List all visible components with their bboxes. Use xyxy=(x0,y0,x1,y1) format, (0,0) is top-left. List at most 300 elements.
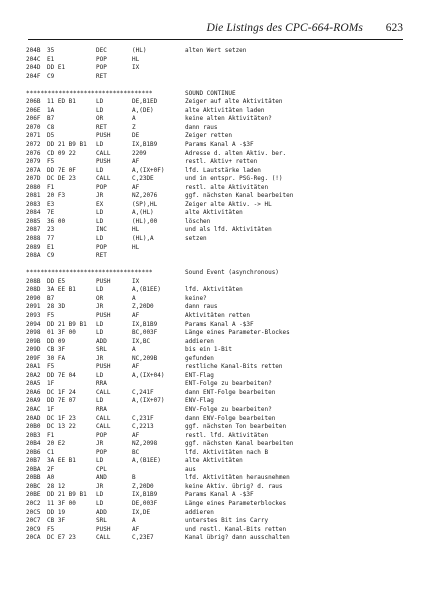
listing-line xyxy=(26,372,406,381)
line-mnemonic: ADD xyxy=(96,337,107,345)
line-operand: C,241F xyxy=(132,388,154,396)
section-heading xyxy=(26,90,406,99)
listing-line xyxy=(26,474,406,483)
line-comment: und als lfd. Aktivitäten xyxy=(185,226,272,234)
line-bytes: D5 xyxy=(47,132,55,140)
line-bytes: 11 ED B1 xyxy=(47,98,76,106)
listing-line xyxy=(26,124,406,133)
line-operand: HL xyxy=(132,243,140,251)
line-mnemonic: RET xyxy=(96,72,107,80)
line-operand: (SP),HL xyxy=(132,200,158,208)
line-operand: A,(DE) xyxy=(132,106,154,114)
line-comment: keine Aktiv. übrig? d. raus xyxy=(185,482,283,490)
line-mnemonic: AND xyxy=(96,474,107,482)
line-bytes: CB 3F xyxy=(47,346,66,354)
line-operand: AF xyxy=(132,183,140,191)
line-bytes: DD 09 xyxy=(47,337,66,345)
line-bytes: 3A EE B1 xyxy=(47,286,76,294)
line-address: 206E xyxy=(26,106,41,114)
line-bytes: A0 xyxy=(47,474,55,482)
line-bytes: DD E1 xyxy=(47,64,66,72)
line-address: 20C7 xyxy=(26,517,41,525)
listing-line xyxy=(26,218,406,227)
line-address: 209B xyxy=(26,337,41,345)
listing-line xyxy=(26,150,406,159)
line-operand: IX,DE xyxy=(132,508,151,516)
listing-line xyxy=(26,141,406,150)
line-bytes: DD 21 B9 B1 xyxy=(47,141,87,149)
line-mnemonic: POP xyxy=(96,64,107,72)
line-comment: Zeiger auf alte Aktivitäten xyxy=(185,98,283,106)
line-bytes: 7E xyxy=(47,209,55,217)
line-mnemonic: CALL xyxy=(96,414,111,422)
listing-line xyxy=(26,252,406,261)
line-bytes: DC 1F 23 xyxy=(47,414,76,422)
line-bytes: B7 xyxy=(47,115,55,123)
line-address: 2087 xyxy=(26,226,41,234)
line-bytes: F5 xyxy=(47,158,55,166)
listing-line xyxy=(26,432,406,441)
section-title: Sound Event (asynchronous) xyxy=(185,269,279,277)
line-mnemonic: LD xyxy=(96,98,104,106)
listing-line xyxy=(26,209,406,218)
line-address: 20A5 xyxy=(26,380,41,388)
line-address: 20A1 xyxy=(26,363,41,371)
listing-line xyxy=(26,167,406,176)
line-comment: Zeiger retten xyxy=(185,132,232,140)
listing-line xyxy=(26,286,406,295)
line-mnemonic: RRA xyxy=(96,405,107,413)
line-address: 2089 xyxy=(26,243,41,251)
line-bytes: F5 xyxy=(47,525,55,533)
line-comment: dann ENT-Folge bearbeiten xyxy=(185,388,276,396)
line-mnemonic: PUSH xyxy=(96,277,111,285)
line-address: 207A xyxy=(26,166,41,174)
line-mnemonic: POP xyxy=(96,448,107,456)
line-bytes: 28 12 xyxy=(47,482,66,490)
line-operand: A,(B1EE) xyxy=(132,457,161,465)
line-bytes: 1F xyxy=(47,380,55,388)
line-address: 20C9 xyxy=(26,525,41,533)
line-address: 2098 xyxy=(26,329,41,337)
line-bytes: 30 FA xyxy=(47,354,66,362)
line-address: 20BA xyxy=(26,465,41,473)
line-mnemonic: LD xyxy=(96,329,104,337)
listing-line xyxy=(26,389,406,398)
line-operand: DE xyxy=(132,132,140,140)
line-operand: C,231F xyxy=(132,414,154,422)
line-bytes: F1 xyxy=(47,431,55,439)
line-mnemonic: CPL xyxy=(96,465,107,473)
line-mnemonic: CALL xyxy=(96,175,111,183)
listing-line xyxy=(26,312,406,321)
line-address: 206F xyxy=(26,115,41,123)
page-number: 623 xyxy=(385,22,403,34)
line-bytes: 20 F3 xyxy=(47,192,66,200)
listing-line xyxy=(26,175,406,184)
line-address: 204D xyxy=(26,64,41,72)
line-comment: keine alten Aktivitäten? xyxy=(185,115,272,123)
line-bytes: C1 xyxy=(47,448,55,456)
listing-line xyxy=(26,423,406,432)
header-rule xyxy=(28,39,403,40)
line-address: 20A9 xyxy=(26,397,41,405)
line-comment: Aktivitäten retten xyxy=(185,311,251,319)
line-address: 2081 xyxy=(26,192,41,200)
line-operand: BC,003F xyxy=(132,329,158,337)
line-bytes: F1 xyxy=(47,183,55,191)
listing-line xyxy=(26,483,406,492)
line-mnemonic: POP xyxy=(96,243,107,251)
listing-line xyxy=(26,184,406,193)
line-address: 2072 xyxy=(26,141,41,149)
line-operand: A,(B1EE) xyxy=(132,286,161,294)
line-comment: und in entspr. PSG-Reg. (!) xyxy=(185,175,283,183)
line-address: 206B xyxy=(26,98,41,106)
line-comment: Länge eines Parameter-Blockes xyxy=(185,329,290,337)
line-bytes: DD 21 B9 B1 xyxy=(47,491,87,499)
listing-line xyxy=(26,226,406,235)
listing-line xyxy=(26,47,406,56)
line-mnemonic: INC xyxy=(96,226,107,234)
line-operand: IX xyxy=(132,64,140,72)
line-mnemonic: PUSH xyxy=(96,311,111,319)
line-address: 20B4 xyxy=(26,440,41,448)
line-bytes: 36 00 xyxy=(47,217,66,225)
line-operand: A xyxy=(132,115,136,123)
line-address: 208A xyxy=(26,252,41,260)
line-comment: restl. alte Aktivitäten xyxy=(185,183,269,191)
line-operand: B xyxy=(132,474,136,482)
line-bytes: DD E5 xyxy=(47,277,66,285)
line-comment: Adresse d. alten Aktiv. ber. xyxy=(185,149,287,157)
line-mnemonic: JR xyxy=(96,303,104,311)
listing-line xyxy=(26,406,406,415)
line-address: 2094 xyxy=(26,320,41,328)
line-comment: alte Aktivitäten laden xyxy=(185,106,265,114)
listing-line xyxy=(26,449,406,458)
line-operand: DE,B1ED xyxy=(132,98,158,106)
line-mnemonic: RET xyxy=(96,123,107,131)
line-mnemonic: LD xyxy=(96,141,104,149)
line-address: 2085 xyxy=(26,217,41,225)
line-operand: AF xyxy=(132,158,140,166)
blank-line xyxy=(26,81,406,90)
line-mnemonic: LD xyxy=(96,166,104,174)
listing-line xyxy=(26,329,406,338)
line-bytes: 2F xyxy=(47,465,55,473)
line-mnemonic: CALL xyxy=(96,534,111,542)
line-mnemonic: DEC xyxy=(96,47,107,54)
listing-line xyxy=(26,278,406,287)
line-comment: bis ein 1-Bit xyxy=(185,346,232,354)
line-operand: AF xyxy=(132,525,140,533)
line-operand: AF xyxy=(132,363,140,371)
line-operand: HL xyxy=(132,55,140,63)
line-mnemonic: LD xyxy=(96,209,104,217)
line-address: 208B xyxy=(26,277,41,285)
line-bytes: DD 7E 0F xyxy=(47,166,76,174)
line-operand: NC,209B xyxy=(132,354,158,362)
line-operand: C,23DE xyxy=(132,175,154,183)
listing-line xyxy=(26,491,406,500)
line-comment: keine? xyxy=(185,294,207,302)
line-address: 20C5 xyxy=(26,508,41,516)
line-address: 20AC xyxy=(26,405,41,413)
line-mnemonic: POP xyxy=(96,55,107,63)
line-address: 2080 xyxy=(26,183,41,191)
line-mnemonic: OR xyxy=(96,115,104,123)
section-title: SOUND CONTINUE xyxy=(185,89,236,97)
listing-line xyxy=(26,73,406,82)
line-comment: ENT-Flag xyxy=(185,371,214,379)
line-bytes: E3 xyxy=(47,200,55,208)
section-heading xyxy=(26,269,406,278)
listing-line xyxy=(26,440,406,449)
line-bytes: 28 3D xyxy=(47,303,66,311)
listing-line xyxy=(26,397,406,406)
line-comment: Params Kanal A -$3F xyxy=(185,141,254,149)
line-bytes: F5 xyxy=(47,311,55,319)
line-mnemonic: JR xyxy=(96,440,104,448)
line-bytes: 35 xyxy=(47,47,55,54)
line-comment: aus xyxy=(185,465,196,473)
line-address: 20B3 xyxy=(26,431,41,439)
line-operand: AF xyxy=(132,431,140,439)
line-comment: Params Kanal A -$3F xyxy=(185,320,254,328)
listing-line xyxy=(26,98,406,107)
listing-line xyxy=(26,244,406,253)
listing-line xyxy=(26,56,406,65)
line-comment: unterstes Bit ins Carry xyxy=(185,517,269,525)
line-bytes: DC E7 23 xyxy=(47,534,76,542)
line-mnemonic: PUSH xyxy=(96,525,111,533)
line-mnemonic: ADD xyxy=(96,508,107,516)
line-operand: A,(IX+04) xyxy=(132,371,165,379)
line-mnemonic: LD xyxy=(96,217,104,225)
line-comment: dann raus xyxy=(185,123,218,131)
listing-line xyxy=(26,355,406,364)
line-comment: addieren xyxy=(185,508,214,516)
line-comment: dann ENV-Folge bearbeiten xyxy=(185,414,276,422)
line-operand: (HL),00 xyxy=(132,217,158,225)
listing-line xyxy=(26,321,406,330)
line-operand: C,23E7 xyxy=(132,534,154,542)
line-bytes: E1 xyxy=(47,55,55,63)
line-bytes: 20 E2 xyxy=(47,440,66,448)
line-address: 20B0 xyxy=(26,423,41,431)
line-address: 2088 xyxy=(26,235,41,243)
listing-line xyxy=(26,466,406,475)
line-address: 20CA xyxy=(26,534,41,542)
line-operand: A xyxy=(132,346,136,354)
line-bytes: F5 xyxy=(47,363,55,371)
line-comment: restl. lfd. Aktivitäten xyxy=(185,431,269,439)
line-bytes: 11 3F 00 xyxy=(47,499,76,507)
line-operand: IX,B1B9 xyxy=(132,491,158,499)
listing-line xyxy=(26,338,406,347)
line-address: 20AD xyxy=(26,414,41,422)
listing-line xyxy=(26,346,406,355)
line-mnemonic: LD xyxy=(96,106,104,114)
listing-line xyxy=(26,158,406,167)
line-operand: HL xyxy=(132,226,140,234)
line-address: 20A2 xyxy=(26,371,41,379)
line-address: 2084 xyxy=(26,209,41,217)
line-operand: Z xyxy=(132,123,136,131)
line-comment: restliche Kanal-Bits retten xyxy=(185,363,283,371)
line-bytes: 1F xyxy=(47,405,55,413)
line-operand: IX,B1B9 xyxy=(132,320,158,328)
line-bytes: DD 7E 07 xyxy=(47,397,76,405)
line-bytes: 3A EE B1 xyxy=(47,457,76,465)
line-address: 2093 xyxy=(26,311,41,319)
line-mnemonic: LD xyxy=(96,491,104,499)
listing-line xyxy=(26,534,406,543)
line-address: 204B xyxy=(26,47,41,54)
line-mnemonic: RET xyxy=(96,252,107,260)
line-operand: DE,003F xyxy=(132,499,158,507)
line-comment: ENT-Folge zu bearbeiten? xyxy=(185,380,272,388)
line-bytes: E1 xyxy=(47,243,55,251)
line-mnemonic: CALL xyxy=(96,149,111,157)
line-address: 20BB xyxy=(26,474,41,482)
line-bytes: CD 09 22 xyxy=(47,149,76,157)
line-address: 2079 xyxy=(26,158,41,166)
line-comment: setzen xyxy=(185,235,207,243)
line-address: 209D xyxy=(26,346,41,354)
line-address: 2076 xyxy=(26,149,41,157)
line-comment: ggf. nächsten Kanal bearbeiten xyxy=(185,192,294,200)
line-operand: A,(IX+07) xyxy=(132,397,165,405)
line-operand: Z,20D0 xyxy=(132,303,154,311)
line-address: 2071 xyxy=(26,132,41,140)
line-mnemonic: JR xyxy=(96,192,104,200)
line-mnemonic: LD xyxy=(96,235,104,243)
line-operand: Z,20D0 xyxy=(132,482,154,490)
line-mnemonic: POP xyxy=(96,183,107,191)
line-operand: (HL),A xyxy=(132,235,154,243)
listing-line xyxy=(26,457,406,466)
page-header xyxy=(0,22,403,38)
line-mnemonic: RRA xyxy=(96,380,107,388)
line-address: 2070 xyxy=(26,123,41,131)
listing-line xyxy=(26,132,406,141)
line-address: 208D xyxy=(26,286,41,294)
line-address: 20B6 xyxy=(26,448,41,456)
line-comment: lfd. Aktivitäten nach B xyxy=(185,448,269,456)
line-operand: BC xyxy=(132,448,140,456)
listing-line xyxy=(26,363,406,372)
line-operand: NZ,2076 xyxy=(132,192,158,200)
line-address: 20BE xyxy=(26,491,41,499)
line-address: 20C2 xyxy=(26,499,41,507)
line-comment: gefunden xyxy=(185,354,214,362)
line-mnemonic: PUSH xyxy=(96,158,111,166)
line-address: 204C xyxy=(26,55,41,63)
line-operand: IX,B1B9 xyxy=(132,141,158,149)
section-stars: *********************************** xyxy=(26,269,153,277)
line-mnemonic: PUSH xyxy=(96,132,111,140)
listing-line xyxy=(26,303,406,312)
line-comment: ggf. nächsten Kanal bearbeiten xyxy=(185,440,294,448)
line-comment: Länge eines Parameterblockes xyxy=(185,499,287,507)
line-mnemonic: LD xyxy=(96,397,104,405)
line-mnemonic: CALL xyxy=(96,388,111,396)
line-operand: A,(IX+0F) xyxy=(132,166,165,174)
line-mnemonic: LD xyxy=(96,499,104,507)
blank-line xyxy=(26,261,406,270)
line-comment: löschen xyxy=(185,217,211,225)
line-mnemonic: SRL xyxy=(96,346,107,354)
listing-line xyxy=(26,380,406,389)
line-comment: restl. Aktiv+ retten xyxy=(185,158,258,166)
line-bytes: DD 19 xyxy=(47,508,66,516)
line-address: 20B7 xyxy=(26,457,41,465)
listing-line xyxy=(26,509,406,518)
line-address: 20A6 xyxy=(26,388,41,396)
line-mnemonic: LD xyxy=(96,320,104,328)
line-operand: (HL) xyxy=(132,47,147,54)
listing-line xyxy=(26,201,406,210)
assembly-listing xyxy=(26,47,406,543)
line-operand: A xyxy=(132,517,136,525)
line-bytes: CB 3F xyxy=(47,517,66,525)
line-comment: und restl. Kanal-Bits retten xyxy=(185,525,287,533)
line-mnemonic: OR xyxy=(96,294,104,302)
line-bytes: DC 13 22 xyxy=(47,423,76,431)
section-stars: *********************************** xyxy=(26,89,153,97)
line-comment: ENV-Folge zu bearbeiten? xyxy=(185,405,272,413)
line-bytes: DC 1F 24 xyxy=(47,388,76,396)
line-operand: A,(HL) xyxy=(132,209,154,217)
line-operand: A xyxy=(132,294,136,302)
line-address: 2083 xyxy=(26,200,41,208)
line-mnemonic: JR xyxy=(96,482,104,490)
line-bytes: 77 xyxy=(47,235,55,243)
listing-line xyxy=(26,295,406,304)
line-bytes: C9 xyxy=(47,252,55,260)
line-bytes: 1A xyxy=(47,106,55,114)
line-comment: Params Kanal A -$3F xyxy=(185,491,254,499)
line-address: 2091 xyxy=(26,303,41,311)
line-comment: dann raus xyxy=(185,303,218,311)
line-bytes: DD 7E 04 xyxy=(47,371,76,379)
line-comment: ENV-Flag xyxy=(185,397,214,405)
line-comment: alten Wert setzen xyxy=(185,47,247,54)
line-comment: Kanal übrig? dann ausschalten xyxy=(185,534,290,542)
line-mnemonic: SRL xyxy=(96,517,107,525)
line-mnemonic: LD xyxy=(96,371,104,379)
line-address: 20BC xyxy=(26,482,41,490)
line-comment: ggf. nächsten Ton bearbeiten xyxy=(185,423,287,431)
line-operand: 2209 xyxy=(132,149,147,157)
listing-line xyxy=(26,526,406,535)
line-operand: NZ,2098 xyxy=(132,440,158,448)
line-bytes: B7 xyxy=(47,294,55,302)
line-operand: IX xyxy=(132,277,140,285)
listing-line xyxy=(26,415,406,424)
line-address: 209F xyxy=(26,354,41,362)
line-bytes: DD 21 B9 B1 xyxy=(47,320,87,328)
line-comment: addieren xyxy=(185,337,214,345)
line-mnemonic: POP xyxy=(96,431,107,439)
line-operand: IX,BC xyxy=(132,337,151,345)
line-bytes: C8 xyxy=(47,123,55,131)
line-bytes: 23 xyxy=(47,226,55,234)
listing-line xyxy=(26,192,406,201)
line-comment: alte Aktivitäten xyxy=(185,209,243,217)
